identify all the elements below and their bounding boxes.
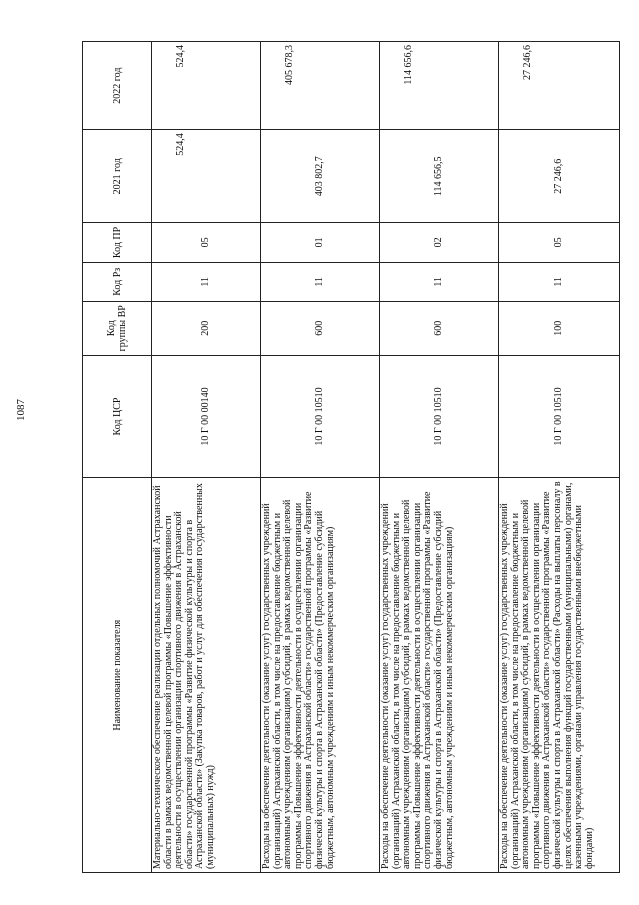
row-name: Расходы на обеспечение деятельности (оказание услуг) государственных учреждений (организаций) Астраханской области, в том числе на предоставление бюджетным и автономным учреждениям (организациям) субсидий, в рамках ведомственной целевой программы «Повышение эффективности деятельности в осуществлении организации спортивного движения в Астраханской области» государственной программы «Развитие физической культуры и спорта в Астраханской области» (Предоставление субсидий бюджетным, автономным учреждениям и иным некоммерческим организациям) (261, 478, 380, 873)
header-2022: 2022 год (83, 42, 152, 130)
row-pr: 05 (499, 223, 620, 262)
row-rz: 11 (380, 262, 499, 301)
header-rz: Код Рз (83, 262, 152, 301)
header-csr: Код ЦСР (83, 355, 152, 478)
page-number: 1087 (15, 399, 27, 421)
row-pr: 01 (261, 223, 380, 262)
table-row (499, 42, 620, 873)
row-2021: 27 246,6 (499, 130, 620, 223)
row-name: Материально-техническое обеспечение реализации отдельных полномочий Астраханской области в рамках ведомственной целевой программы «Повышение эффективности деятельности в осуществлении организации спортивного движения в Астраханской области» государственной программы «Развитие физической культуры и спорта в Астраханской области» (Закупка товаров, работ и услуг для обеспечения государственных (муниципальных) нужд) (152, 478, 261, 873)
row-csr: 10 Г 00 10510 (499, 355, 620, 478)
row-2022: 405 678,3 (261, 42, 380, 130)
row-csr: 10 Г 00 00140 (152, 355, 261, 478)
row-csr: 10 Г 00 10510 (380, 355, 499, 478)
table-row (261, 42, 380, 873)
rotated-table-container (82, 41, 614, 873)
row-vr: 100 (499, 301, 620, 355)
row-vr: 200 (152, 301, 261, 355)
row-rz: 11 (261, 262, 380, 301)
row-name: Расходы на обеспечение деятельности (оказание услуг) государственных учреждений (организаций) Астраханской области, в том числе на предоставление бюджетным и автономным учреждениям (организациям) субсидий, в рамках ведомственной целевой программы «Повышение эффективности деятельности в осуществлении организации спортивного движения в Астраханской области» государственной программы «Развитие физической культуры и спорта в Астраханской области» (Предоставление субсидий бюджетным, автономным учреждениям и иным некоммерческим организациям) (380, 478, 499, 873)
row-2021: 114 656,5 (380, 130, 499, 223)
header-pr: Код ПР (83, 223, 152, 262)
row-pr: 05 (152, 223, 261, 262)
header-2021: 2021 год (83, 130, 152, 223)
budget-table (82, 41, 620, 873)
row-2021: 403 802,7 (261, 130, 380, 223)
row-vr: 600 (380, 301, 499, 355)
row-pr: 02 (380, 223, 499, 262)
header-name: Наименование показателя (83, 478, 152, 873)
row-2021: 524,4 (152, 130, 261, 223)
row-rz: 11 (152, 262, 261, 301)
row-csr: 10 Г 00 10510 (261, 355, 380, 478)
header-vr: Код группы ВР (83, 301, 152, 355)
row-2022: 27 246,6 (499, 42, 620, 130)
row-2022: 114 656,6 (380, 42, 499, 130)
table-row (380, 42, 499, 873)
table-header-row (83, 42, 152, 873)
row-vr: 600 (261, 301, 380, 355)
row-2022: 524,4 (152, 42, 261, 130)
row-name: Расходы на обеспечение деятельности (оказание услуг) государственных учреждений (организаций) Астраханской области, в том числе на предоставление бюджетным и автономным учреждениям (организациям) субсидий, в рамках ведомственной целевой программы «Повышение эффективности деятельности в осуществлении организации спортивного движения в Астраханской области» государственной программы «Развитие физической культуры и спорта в Астраханской области» (Расходы на выплаты персоналу в целях обеспечения выполнения функций государственными (муниципальными) органами, казенными учреждениями, органами управления государственными внебюджетными фондами) (499, 478, 620, 873)
table-row (152, 42, 261, 873)
row-rz: 11 (499, 262, 620, 301)
